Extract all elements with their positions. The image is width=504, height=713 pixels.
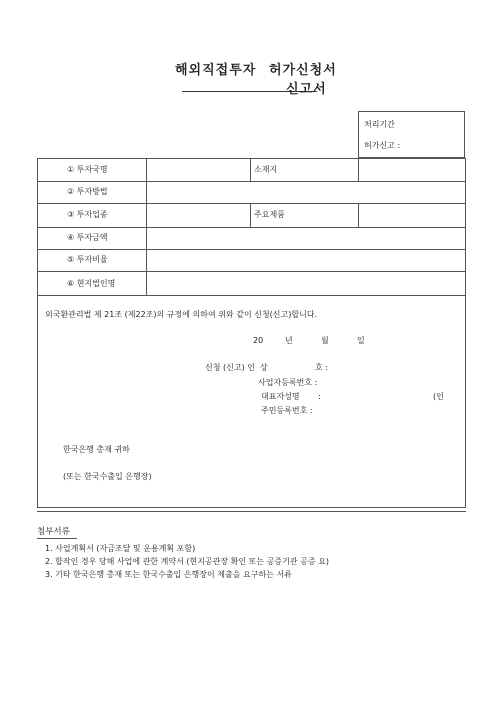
business-reg-no-label: 사업자등록번호 :: [258, 378, 318, 387]
location-field[interactable]: [359, 159, 465, 180]
date-year-unit: 년: [285, 336, 293, 345]
label-local-corp-name: ⑥ 현지법인명: [67, 279, 116, 288]
invest-country-field[interactable]: [147, 159, 249, 180]
invest-amount-field[interactable]: [147, 228, 465, 248]
addressee-alt: (또는 한국수출입 은행장): [63, 472, 152, 481]
form-title-part1: 해외직접투자: [175, 63, 257, 78]
bottom-rule: [37, 511, 466, 512]
invest-method-field[interactable]: [147, 182, 465, 202]
applicant-label: 신청 (신고) 인: [205, 363, 255, 372]
label-invest-industry: ③ 투자업종: [67, 210, 108, 219]
application-statement: 외국환관리법 제 21조 (제22조)의 규정에 의하여 위와 같이 신청(신고)합니다.: [45, 310, 318, 319]
date-month-unit: 월: [321, 336, 329, 345]
representative-colon: :: [318, 392, 321, 401]
main-products-field[interactable]: [359, 204, 465, 226]
label-main-products: 주요제품: [254, 210, 285, 219]
attachment-item: 3. 기타 한국은행 총재 또는 한국수출입 은행장이 제출을 요구하는 서류: [45, 570, 292, 579]
local-corp-name-field[interactable]: [147, 272, 465, 294]
label-invest-method: ② 투자방법: [67, 187, 108, 196]
processing-period-label: 처리기간: [364, 120, 395, 129]
processing-box: [358, 111, 465, 158]
trade-name-label-a: 상: [260, 363, 268, 372]
date-day-unit: 일: [357, 336, 365, 345]
form-title-part2: 허가신청서: [269, 63, 337, 78]
attachments-heading: 첨부서류: [37, 527, 70, 537]
mid-column-divider: [250, 158, 251, 181]
resident-reg-no-label: 주민등록번호 :: [261, 406, 313, 415]
invest-industry-field[interactable]: [147, 204, 249, 226]
addressee: 한국은행 총재 귀하: [63, 445, 130, 454]
attachments-heading-underline: [37, 538, 77, 539]
label-invest-amount: ④ 투자금액: [67, 233, 108, 242]
invest-ratio-field[interactable]: [147, 250, 465, 270]
attachment-item: 1. 사업계획서 (자금조달 및 운용계획 포함): [45, 544, 196, 553]
label-location: 소재지: [254, 165, 278, 174]
representative-label: 대표자성명: [261, 392, 300, 401]
approval-label: 허가신고 :: [364, 141, 401, 150]
seal-mark: (인: [433, 392, 444, 401]
row-divider: [37, 295, 466, 296]
attachment-item: 2. 합작인 경우 당해 사업에 관한 계약서 (현지공관장 확인 또는 공증기관 공증 요): [45, 557, 329, 566]
date-year: 20: [253, 336, 264, 345]
form-title-part3: 신고서: [286, 82, 327, 97]
label-invest-ratio: ⑤ 투자비율: [67, 255, 108, 264]
label-invest-country: ① 투자국명: [67, 165, 108, 174]
trade-name-label-b: 호 :: [315, 363, 328, 372]
mid-column-divider: [250, 203, 251, 227]
